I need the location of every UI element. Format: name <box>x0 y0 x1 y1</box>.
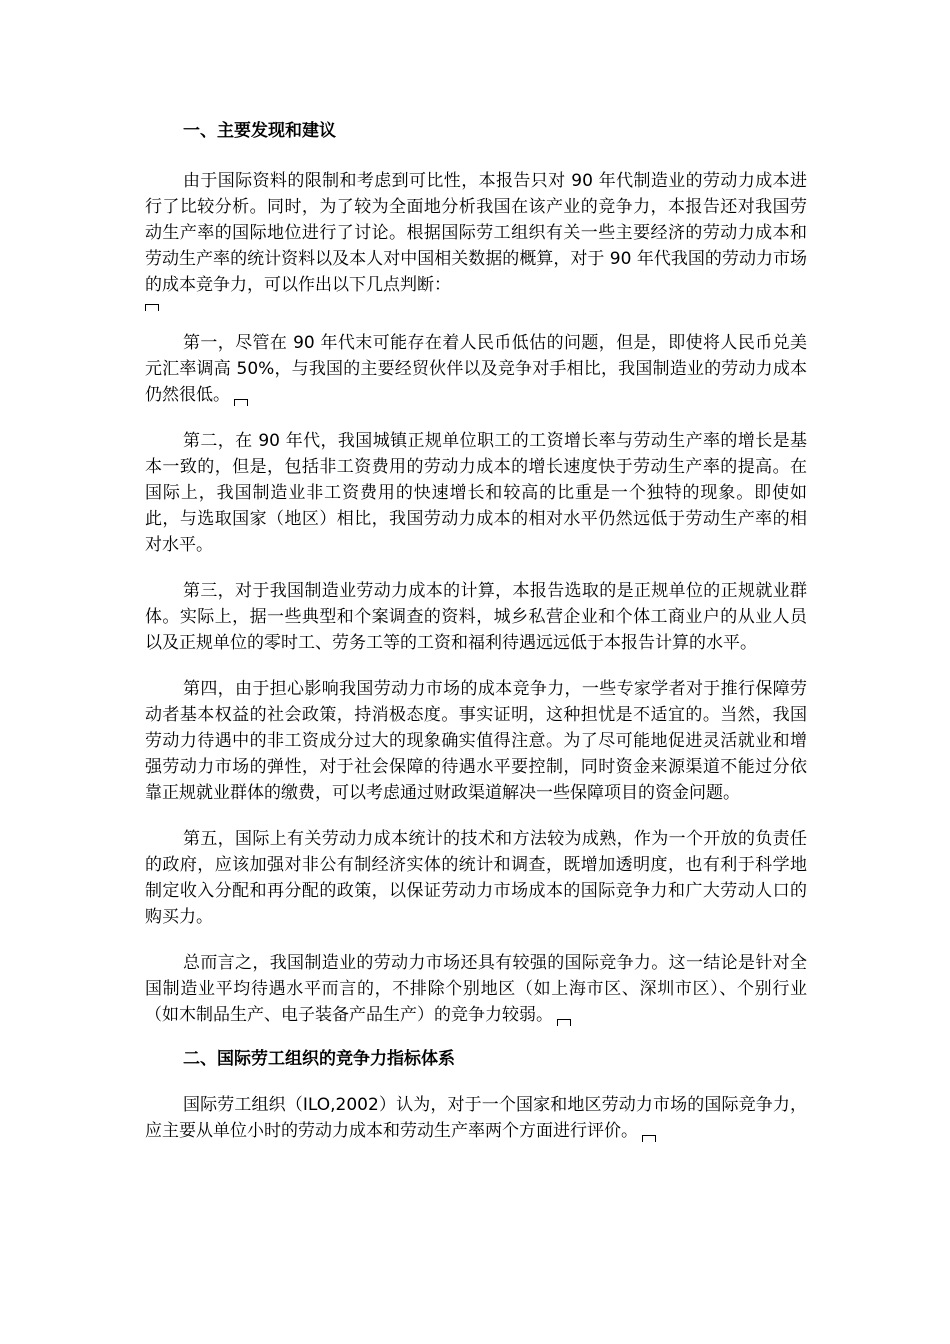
paragraph-mark-icon <box>557 1019 571 1026</box>
paragraph-first: 第一，尽管在 90 年代末可能存在着人民币低估的问题，但是，即使将人民币兑美元汇率调高 50%，与我国的主要经贸伙伴以及竞争对手相比，我国制造业的劳动力成本仍然很低。 <box>145 333 807 405</box>
paragraph-conclusion: 总而言之，我国制造业的劳动力市场还具有较强的国际竞争力。这一结论是针对全国制造业平均待遇水平而言的，不排除个别地区（如上海市区、深圳市区）、个别行业（如木制品生产、电子装备产品生产）的竞争力较弱。 <box>145 953 807 1025</box>
paragraph-fifth: 第五，国际上有关劳动力成本统计的技术和方法较为成熟，作为一个开放的负责任的政府，应该加强对非公有制经济实体的统计和调查，既增加透明度，也有利于科学地制定收入分配和再分配的政策，以保证劳动力市场成本的国际竞争力和广大劳动人口的购买力。 <box>145 829 807 927</box>
document-body <box>145 118 807 1144</box>
section-heading-ilo: 二、国际劳工组织的竞争力指标体系 <box>183 1049 455 1069</box>
paragraph-mark-icon <box>642 1135 656 1142</box>
section-heading-findings: 一、主要发现和建议 <box>183 121 336 141</box>
paragraph-second: 第二，在 90 年代，我国城镇正规单位职工的工资增长率与劳动生产率的增长是基本一致的，但是，包括非工资费用的劳动力成本的增长速度快于劳动生产率的提高。在国际上，我国制造业非工资费用的快速增长和较高的比重是一个独特的现象。即使如此，与选取国家（地区）相比，我国劳动力成本的相对水平仍然远低于劳动生产率的相对水平。 <box>145 431 807 555</box>
paragraph-fourth: 第四，由于担心影响我国劳动力市场的成本竞争力，一些专家学者对于推行保障劳动者基本权益的社会政策，持消极态度。事实证明，这种担忧是不适宜的。当然，我国劳动力待遇中的非工资成分过大的现象确实值得注意。为了尽可能地促进灵活就业和增强劳动力市场的弹性，对于社会保障的待遇水平要控制，同时资金来源渠道不能过分依靠正规就业群体的缴费，可以考虑通过财政渠道解决一些保障项目的资金问题。 <box>145 679 807 803</box>
paragraph-mark-icon <box>234 399 248 406</box>
paragraph-mark-icon <box>145 304 159 311</box>
paragraph-intro: 由于国际资料的限制和考虑到可比性，本报告只对 90 年代制造业的劳动力成本进行了比较分析。同时，为了较为全面地分析我国在该产业的竞争力，本报告还对我国劳动生产率的国际地位进行了讨论。根据国际劳工组织有关一些主要经济的劳动力成本和劳动生产率的统计资料以及本人对中国相关数据的概算，对于 90 年代我国的劳动力市场的成本竞争力，可以作出以下几点判断： <box>145 171 807 295</box>
paragraph-ilo: 国际劳工组织（ILO,2002）认为，对于一个国家和地区劳动力市场的国际竞争力，应主要从单位小时的劳动力成本和劳动生产率两个方面进行评价。 <box>145 1095 807 1141</box>
paragraph-third: 第三，对于我国制造业劳动力成本的计算，本报告选取的是正规单位的正规就业群体。实际上，据一些典型和个案调查的资料，城乡私营企业和个体工商业户的从业人员以及正规单位的零时工、劳务工等的工资和福利待遇远远低于本报告计算的水平。 <box>145 581 807 653</box>
